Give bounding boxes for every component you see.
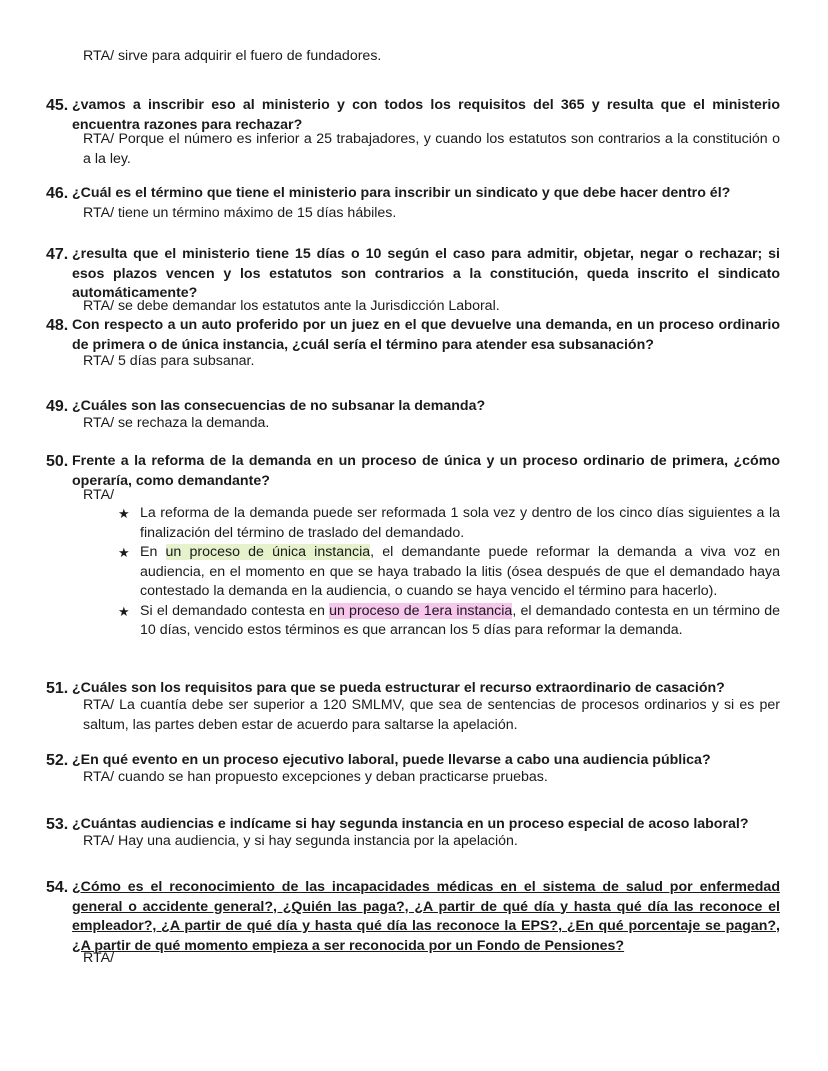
question-text: ¿En qué evento en un proceso ejecutivo laboral, puede llevarse a cabo una audiencia pública? (72, 752, 711, 768)
question-number: 54. (46, 879, 69, 896)
answer-45: RTA/ Porque el número es inferior a 25 trabajadores, y cuando los estatutos son contrarios a la constitución o a la ley. (83, 131, 780, 167)
question-text: ¿Cuáles son los requisitos para que se pueda estructurar el recurso extraordinario de casación? (72, 680, 725, 696)
bullet-item: ★ La reforma de la demanda puede ser reformada 1 sola vez y dentro de los cinco días siguientes a la finalización del término de traslado del demandado. (118, 505, 780, 541)
highlight-green: un proceso de única instancia (165, 544, 371, 560)
answer-52: RTA/ cuando se han propuesto excepciones y deban practicarse pruebas. (83, 769, 548, 785)
question-text: ¿Cuáles son las consecuencias de no subsanar la demanda? (72, 398, 486, 414)
question-text-rest: , ¿Quién las paga?, ¿A partir de qué día y hasta qué día las reconoce el empleador?, ¿A partir de qué día y hasta qué día las reconoce la EPS?, ¿En qué porcentaje se pagan?, ¿A partir de qué momento empieza a ser reconocida por un Fondo de Pensiones? (72, 898, 780, 954)
question-46 (46, 184, 780, 204)
question-number: 51. (46, 680, 69, 697)
star-bullet-icon: ★ (118, 603, 130, 619)
answer-50-bullets (118, 504, 780, 641)
question-number: 50. (46, 453, 69, 470)
star-bullet-icon: ★ (118, 545, 130, 560)
answer-47: RTA/ se debe demandar los estatutos ante la Jurisdicción Laboral. (83, 298, 500, 314)
bullet-item: ★ Si el demandado contesta en un proceso de 1era instancia, el demandado contesta en un término de 10 días, vencido estos términos es que arrancan los 5 días para reformar la demanda. (118, 602, 780, 638)
question-54 (46, 878, 780, 956)
answer-44: RTA/ sirve para adquirir el fuero de fundadores. (83, 48, 382, 64)
answer-49: RTA/ se rechaza la demanda. (83, 415, 270, 431)
question-number: 49. (46, 398, 69, 415)
answer-46: RTA/ tiene un término máximo de 15 días hábiles. (83, 205, 397, 221)
question-48 (46, 316, 780, 355)
question-number: 45. (46, 97, 69, 114)
answer-54: RTA/ (83, 950, 115, 966)
question-number: 48. (46, 317, 69, 334)
answer-48: RTA/ 5 días para subsanar. (83, 353, 255, 369)
answer-53: RTA/ Hay una audiencia, y si hay segunda instancia por la apelación. (83, 833, 518, 849)
bullet-item: ★ En un proceso de única instancia, el demandante puede reformar la demanda a viva voz en audiencia, en el momento en que se haya trabado la litis (ósea después de que el demandado haya contestado la demanda en la audiencia, o cuando se haya vencido el término para hacerlo). (118, 544, 780, 599)
question-text: ¿Cuál es el término que tiene el ministerio para inscribir un sindicato y que debe hacer dentro él? (72, 185, 731, 201)
question-number: 47. (46, 246, 69, 263)
question-text: ¿Cuántas audiencias e indícame si hay segunda instancia en un proceso especial de acoso laboral? (72, 816, 749, 832)
answer-51: RTA/ La cuantía debe ser superior a 120 SMLMV, que sea de sentencias de procesos ordinarios y si es per saltum, las partes deben estar de acuerdo para saltarse la apelación. (83, 697, 780, 733)
answer-50: RTA/ (83, 487, 115, 503)
question-number: 52. (46, 752, 69, 769)
question-text: Con respecto a un auto proferido por un juez en el que devuelve una demanda, en un proceso ordinario de primera o de única instancia, ¿cuál sería el término para atender esa subsanación? (72, 317, 780, 353)
question-number: 53. (46, 816, 69, 833)
question-text: ¿vamos a inscribir eso al ministerio y con todos los requisitos del 365 y resulta que el ministerio encuentra razones para rechazar? (72, 97, 780, 133)
question-text-underlined: ¿Cómo es el reconocimiento de las incapacidades médicas en el sistema de salud por enfermedad general o accidente general? (72, 879, 780, 915)
star-bullet-icon: ★ (118, 506, 130, 521)
question-text: Frente a la reforma de la demanda en un proceso de única y un proceso ordinario de primera, ¿cómo operaría, como demandante? (72, 453, 780, 489)
question-text: ¿resulta que el ministerio tiene 15 días o 10 según el caso para admitir, objetar, negar o rechazar; si esos plazos vencen y los estatutos son contrarios a la constitución, queda inscrito el sindicato automáticamente? (72, 246, 780, 301)
highlight-pink: un proceso de 1era instancia (329, 602, 513, 619)
question-number: 46. (46, 185, 69, 202)
question-47 (46, 245, 780, 304)
